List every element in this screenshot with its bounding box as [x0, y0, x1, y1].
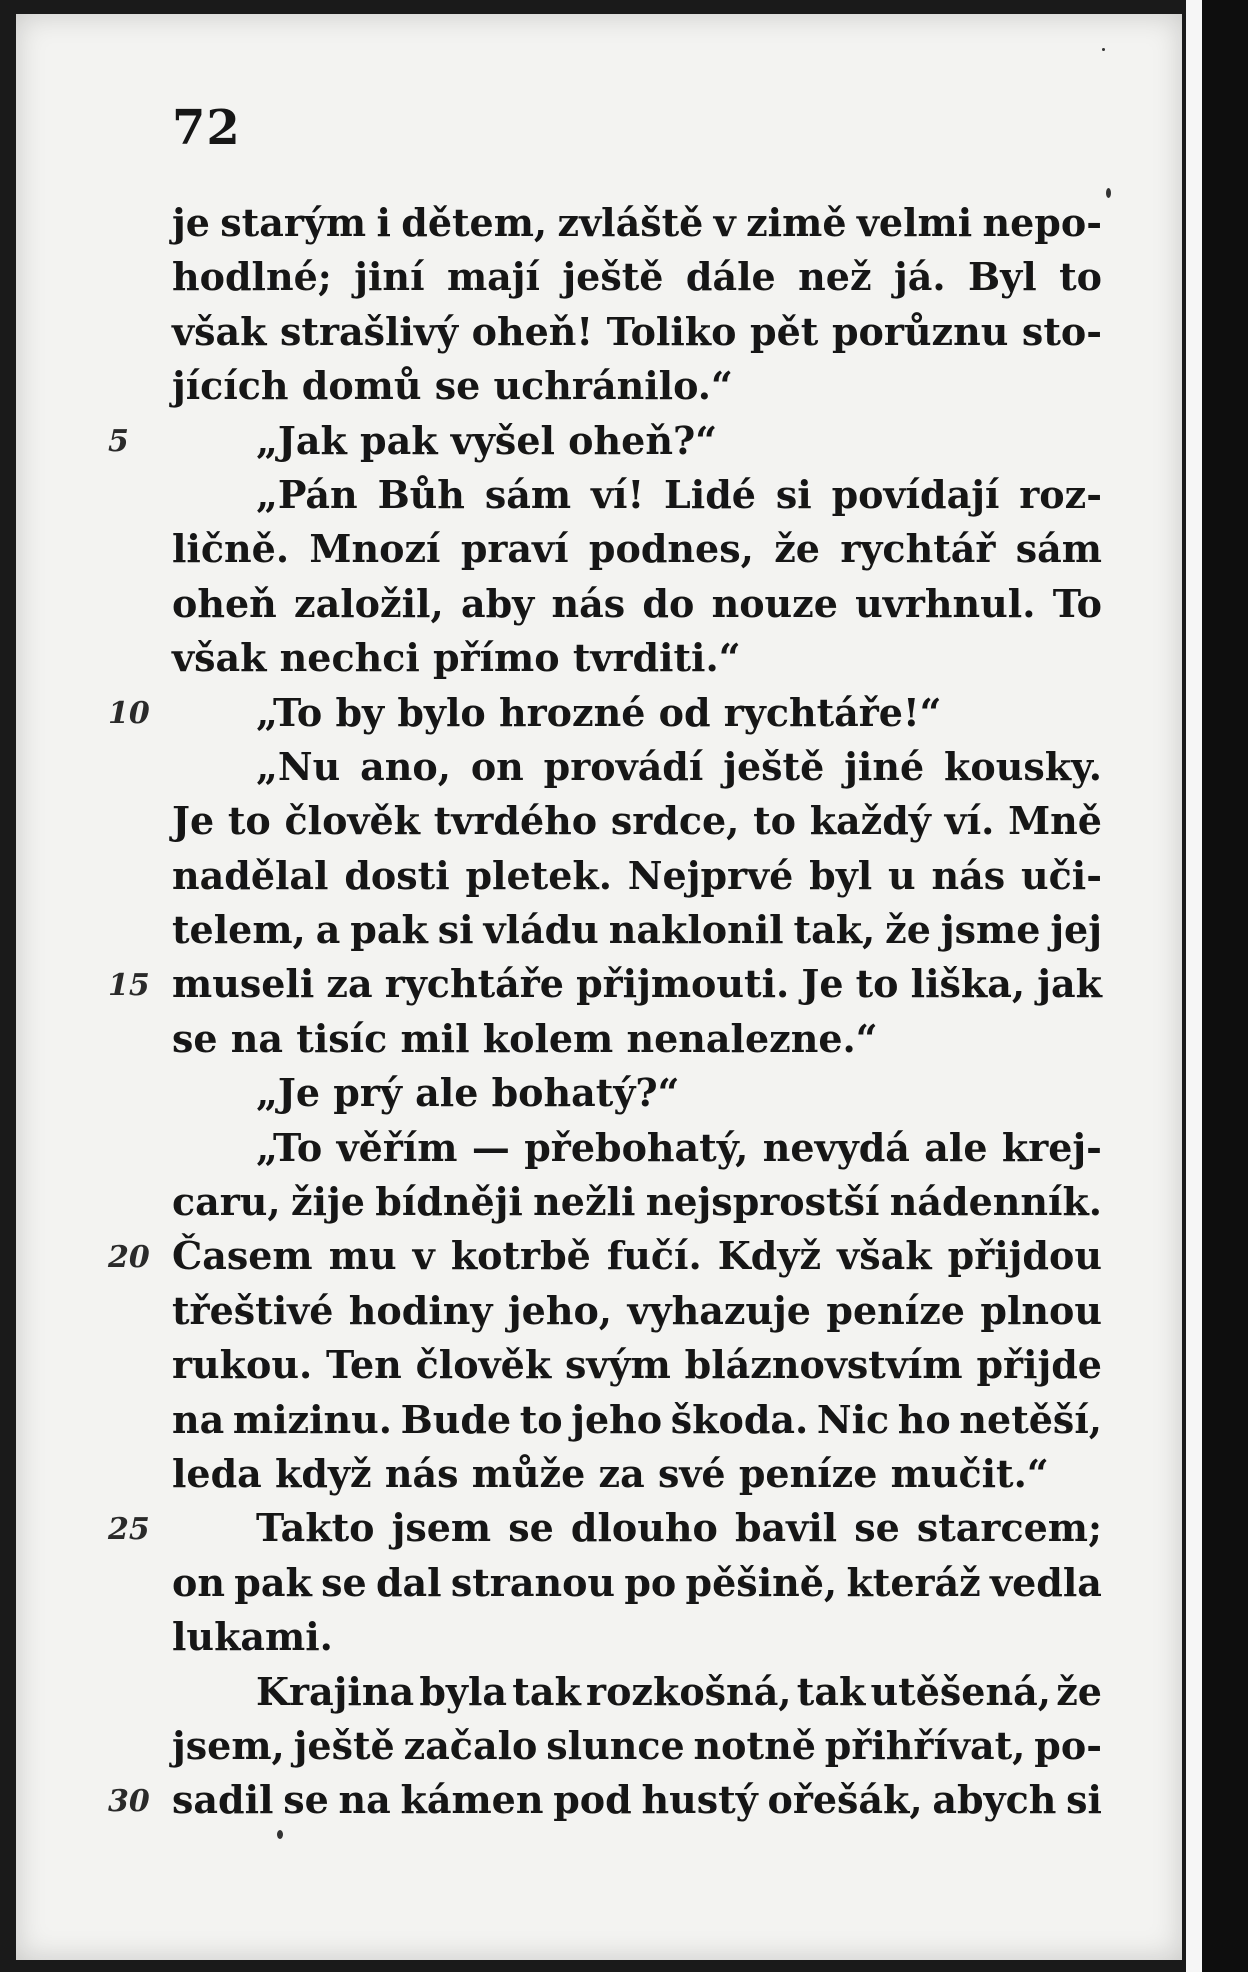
word: to — [753, 798, 796, 844]
word: žije — [290, 1179, 365, 1225]
word: „Nu — [256, 743, 341, 789]
text-line — [172, 1229, 1102, 1283]
word: Ten — [326, 1342, 402, 1388]
word: třeštivé — [172, 1287, 334, 1333]
word: tak, — [793, 907, 876, 953]
text-line — [172, 957, 1102, 1011]
word: jiní — [354, 254, 425, 300]
word: svým — [565, 1342, 671, 1388]
word: on — [172, 1559, 225, 1605]
word: sám — [1015, 526, 1102, 572]
word: Nejprvé — [627, 852, 794, 898]
text-line-content: „Je prý ale bohatý?“ — [256, 1070, 680, 1116]
text-line-content: však nechci přímo tvrditi.“ — [172, 635, 741, 681]
word: přihřívat, — [824, 1722, 1026, 1768]
word: vládu — [483, 907, 599, 953]
word: škoda. — [670, 1396, 809, 1442]
word: nejsprostší — [645, 1179, 880, 1225]
word: i — [376, 200, 391, 245]
text-line — [172, 1284, 1102, 1338]
text-line — [172, 1393, 1102, 1447]
text-line — [172, 794, 1102, 848]
word: ví! — [590, 471, 645, 517]
word: u — [888, 852, 916, 898]
word: pak — [350, 907, 428, 953]
word: ví. — [944, 798, 995, 844]
word: přijdou — [947, 1233, 1102, 1279]
word: Bude — [400, 1396, 512, 1442]
word: si — [1066, 1777, 1102, 1823]
marginal-line-number: 15 — [108, 967, 150, 1003]
word: starým — [220, 200, 367, 245]
word: přijmouti. — [576, 961, 790, 1007]
word: rozkošná, — [586, 1668, 792, 1714]
text-line-content: lukami. — [172, 1614, 333, 1660]
word: pět — [750, 308, 819, 354]
word: člověk — [284, 798, 421, 844]
word: založil, — [294, 580, 444, 626]
word: se — [283, 1777, 329, 1823]
word: věřím — [336, 1124, 458, 1170]
word: byl — [809, 852, 873, 898]
word: ano, — [360, 743, 451, 789]
word: v — [412, 1233, 435, 1279]
word: stranou — [450, 1559, 616, 1605]
word: dal — [375, 1559, 442, 1605]
word: v — [713, 200, 736, 245]
word: kteráž — [846, 1559, 981, 1605]
word: však — [172, 308, 267, 354]
word: plnou — [980, 1287, 1102, 1333]
text-line — [172, 1719, 1102, 1773]
word: provádí — [543, 743, 704, 789]
ink-speck — [277, 1830, 283, 1839]
word: roz- — [1019, 471, 1102, 517]
body-text — [172, 196, 1102, 1828]
word: starcem; — [916, 1505, 1102, 1551]
ink-speck — [1106, 188, 1111, 198]
word: rychtáře — [384, 961, 564, 1007]
word: Mnozí — [309, 526, 441, 572]
word: krej- — [1001, 1124, 1102, 1170]
word: bavil — [734, 1505, 838, 1551]
word: rukou. — [172, 1342, 313, 1388]
word: sto- — [1021, 308, 1102, 354]
word: ještě — [723, 743, 825, 789]
word: já. — [893, 254, 946, 300]
word: si — [775, 471, 812, 517]
word: nás — [551, 580, 626, 626]
word: Lidé — [664, 471, 756, 517]
word: kotrbě — [450, 1233, 591, 1279]
word: on — [470, 743, 524, 789]
word: uči- — [1021, 852, 1102, 898]
word: ořešák, — [767, 1777, 923, 1823]
word: se — [321, 1559, 367, 1605]
word: Takto — [256, 1505, 375, 1551]
ink-speck — [1102, 48, 1105, 51]
word: Byl — [968, 254, 1037, 300]
text-line — [172, 196, 1102, 250]
word: netěší, — [959, 1396, 1102, 1442]
page-spine — [1186, 0, 1202, 1972]
word: do — [642, 580, 695, 626]
text-line — [172, 522, 1102, 576]
text-line — [172, 414, 1102, 468]
word: že — [774, 526, 820, 572]
text-line — [172, 1447, 1102, 1501]
marginal-line-number: 5 — [108, 423, 129, 459]
scan-edge — [1202, 0, 1248, 1972]
text-line — [172, 1175, 1102, 1229]
word: po — [624, 1559, 677, 1605]
word: nadělal — [172, 852, 329, 898]
word: hustý — [641, 1777, 758, 1823]
page-number: 72 — [172, 100, 241, 156]
word: abych — [932, 1777, 1057, 1823]
word: pod — [553, 1777, 632, 1823]
word: a — [315, 907, 341, 953]
word: než — [798, 254, 872, 300]
word: peníze — [826, 1287, 965, 1333]
text-line — [172, 1665, 1102, 1719]
word: mizinu. — [232, 1396, 393, 1442]
word: bídněji — [375, 1179, 523, 1225]
word: přebohatý, — [524, 1124, 749, 1170]
word: mají — [446, 254, 540, 300]
text-line-content: „Jak pak vyšel oheň?“ — [256, 417, 718, 463]
word: slunce — [546, 1722, 685, 1768]
word: jsme — [940, 907, 1041, 953]
word: praví — [460, 526, 569, 572]
text-line-content: „To by bylo hrozné od rychtáře!“ — [256, 689, 942, 735]
word: tak — [512, 1668, 581, 1714]
word: utěšená, — [870, 1668, 1051, 1714]
text-line — [172, 903, 1102, 957]
word: se — [854, 1505, 900, 1551]
marginal-line-number: 10 — [108, 695, 150, 731]
word: Krajina — [256, 1668, 415, 1714]
word: člověk — [415, 1342, 552, 1388]
marginal-line-number: 30 — [108, 1783, 150, 1819]
word: podnes, — [588, 526, 754, 572]
word: uvrhnul. — [855, 580, 1036, 626]
text-line — [172, 577, 1102, 631]
word: to — [227, 798, 271, 844]
word: to — [1059, 254, 1102, 300]
word: „To — [256, 1124, 323, 1170]
text-line — [172, 1556, 1102, 1610]
word: jsem — [391, 1505, 492, 1551]
word: rychtář — [840, 526, 996, 572]
word: liška, — [910, 961, 1026, 1007]
word: mu — [328, 1233, 397, 1279]
word: oheň! — [471, 308, 594, 354]
text-line — [172, 1501, 1102, 1555]
word: jeho, — [507, 1287, 613, 1333]
word: srdce, — [610, 798, 740, 844]
text-line — [172, 740, 1102, 794]
word: po- — [1034, 1722, 1102, 1768]
word: nežli — [533, 1179, 636, 1225]
word: — — [471, 1124, 510, 1170]
word: se — [508, 1505, 554, 1551]
text-line-content: jících domů se uchránilo.“ — [172, 363, 733, 409]
word: ale — [924, 1124, 988, 1170]
word: zimě — [746, 200, 847, 245]
word: začalo — [403, 1722, 538, 1768]
word: Je — [172, 798, 215, 844]
word: nádenník. — [889, 1179, 1102, 1225]
text-line — [172, 250, 1102, 304]
text-line — [172, 359, 1102, 413]
word: jak — [1037, 961, 1102, 1007]
text-line — [172, 1121, 1102, 1175]
text-line-content: se na tisíc mil kolem nenalezne.“ — [172, 1015, 878, 1061]
word: Mně — [1008, 798, 1102, 844]
text-line — [172, 1610, 1102, 1664]
word: to — [519, 1396, 563, 1442]
text-line — [172, 1066, 1102, 1120]
word: pletek. — [465, 852, 612, 898]
word: caru, — [172, 1179, 281, 1225]
word: jeho — [571, 1396, 663, 1442]
word: vedla — [990, 1559, 1102, 1605]
word: každý — [809, 798, 931, 844]
word: telem, — [172, 907, 306, 953]
word: ho — [897, 1396, 951, 1442]
word: nevydá — [762, 1124, 910, 1170]
word: na — [338, 1777, 391, 1823]
word: byla — [419, 1668, 508, 1714]
word: sám — [484, 471, 572, 517]
text-line — [172, 1773, 1102, 1827]
word: na — [172, 1396, 225, 1442]
word: si — [437, 907, 474, 953]
word: hodlné; — [172, 254, 332, 300]
word: naklonil — [608, 907, 784, 953]
word: tvrdého — [433, 798, 598, 844]
word: Je — [801, 961, 844, 1007]
word: že — [1056, 1668, 1102, 1714]
word: kámen — [400, 1777, 544, 1823]
word: hodiny — [348, 1287, 493, 1333]
word: jej — [1050, 907, 1102, 953]
word: Když — [717, 1233, 822, 1279]
word: To — [1052, 580, 1102, 626]
word: Nic — [816, 1396, 890, 1442]
word: však — [837, 1233, 932, 1279]
word: kousky. — [944, 743, 1102, 789]
word: povídají — [831, 471, 1000, 517]
text-line — [172, 686, 1102, 740]
text-line — [172, 631, 1102, 685]
word: dosti — [344, 852, 450, 898]
word: Časem — [172, 1233, 313, 1279]
word: dále — [685, 254, 776, 300]
word: tak — [796, 1668, 866, 1714]
word: zvláště — [557, 200, 704, 245]
word: nás — [931, 852, 1006, 898]
text-line — [172, 305, 1102, 359]
text-line — [172, 468, 1102, 522]
word: bláznovstvím — [684, 1342, 963, 1388]
word: jiné — [844, 743, 925, 789]
word: dlouho — [570, 1505, 718, 1551]
marginal-line-number: 20 — [108, 1239, 150, 1275]
word: že — [885, 907, 931, 953]
word: ještě — [562, 254, 664, 300]
word: „Pán — [256, 471, 358, 517]
text-line — [172, 849, 1102, 903]
word: sadil — [172, 1777, 274, 1823]
word: ličně. — [172, 526, 290, 572]
word: velmi — [856, 200, 973, 245]
word: dětem, — [401, 200, 548, 245]
word: porůznu — [831, 308, 1009, 354]
word: nouze — [711, 580, 838, 626]
word: strašlivý — [280, 308, 459, 354]
text-line — [172, 1338, 1102, 1392]
word: Bůh — [377, 471, 465, 517]
word: pěšině, — [685, 1559, 838, 1605]
word: je — [172, 200, 210, 245]
word: Toliko — [606, 308, 737, 354]
word: jsem, — [172, 1722, 285, 1768]
text-line-content: leda když nás může za své peníze mučit.“ — [172, 1450, 1049, 1496]
marginal-line-number: 25 — [108, 1511, 150, 1547]
word: ještě — [293, 1722, 395, 1768]
word: vyhazuje — [627, 1287, 811, 1333]
text-line — [172, 1012, 1102, 1066]
word: aby — [460, 580, 535, 626]
word: přijde — [976, 1342, 1102, 1388]
word: to — [855, 961, 899, 1007]
word: pak — [234, 1559, 312, 1605]
word: oheň — [172, 580, 277, 626]
word: notně — [693, 1722, 816, 1768]
word: fučí. — [606, 1233, 702, 1279]
word: museli — [172, 961, 315, 1007]
word: nepo- — [982, 200, 1102, 245]
word: za — [326, 961, 373, 1007]
